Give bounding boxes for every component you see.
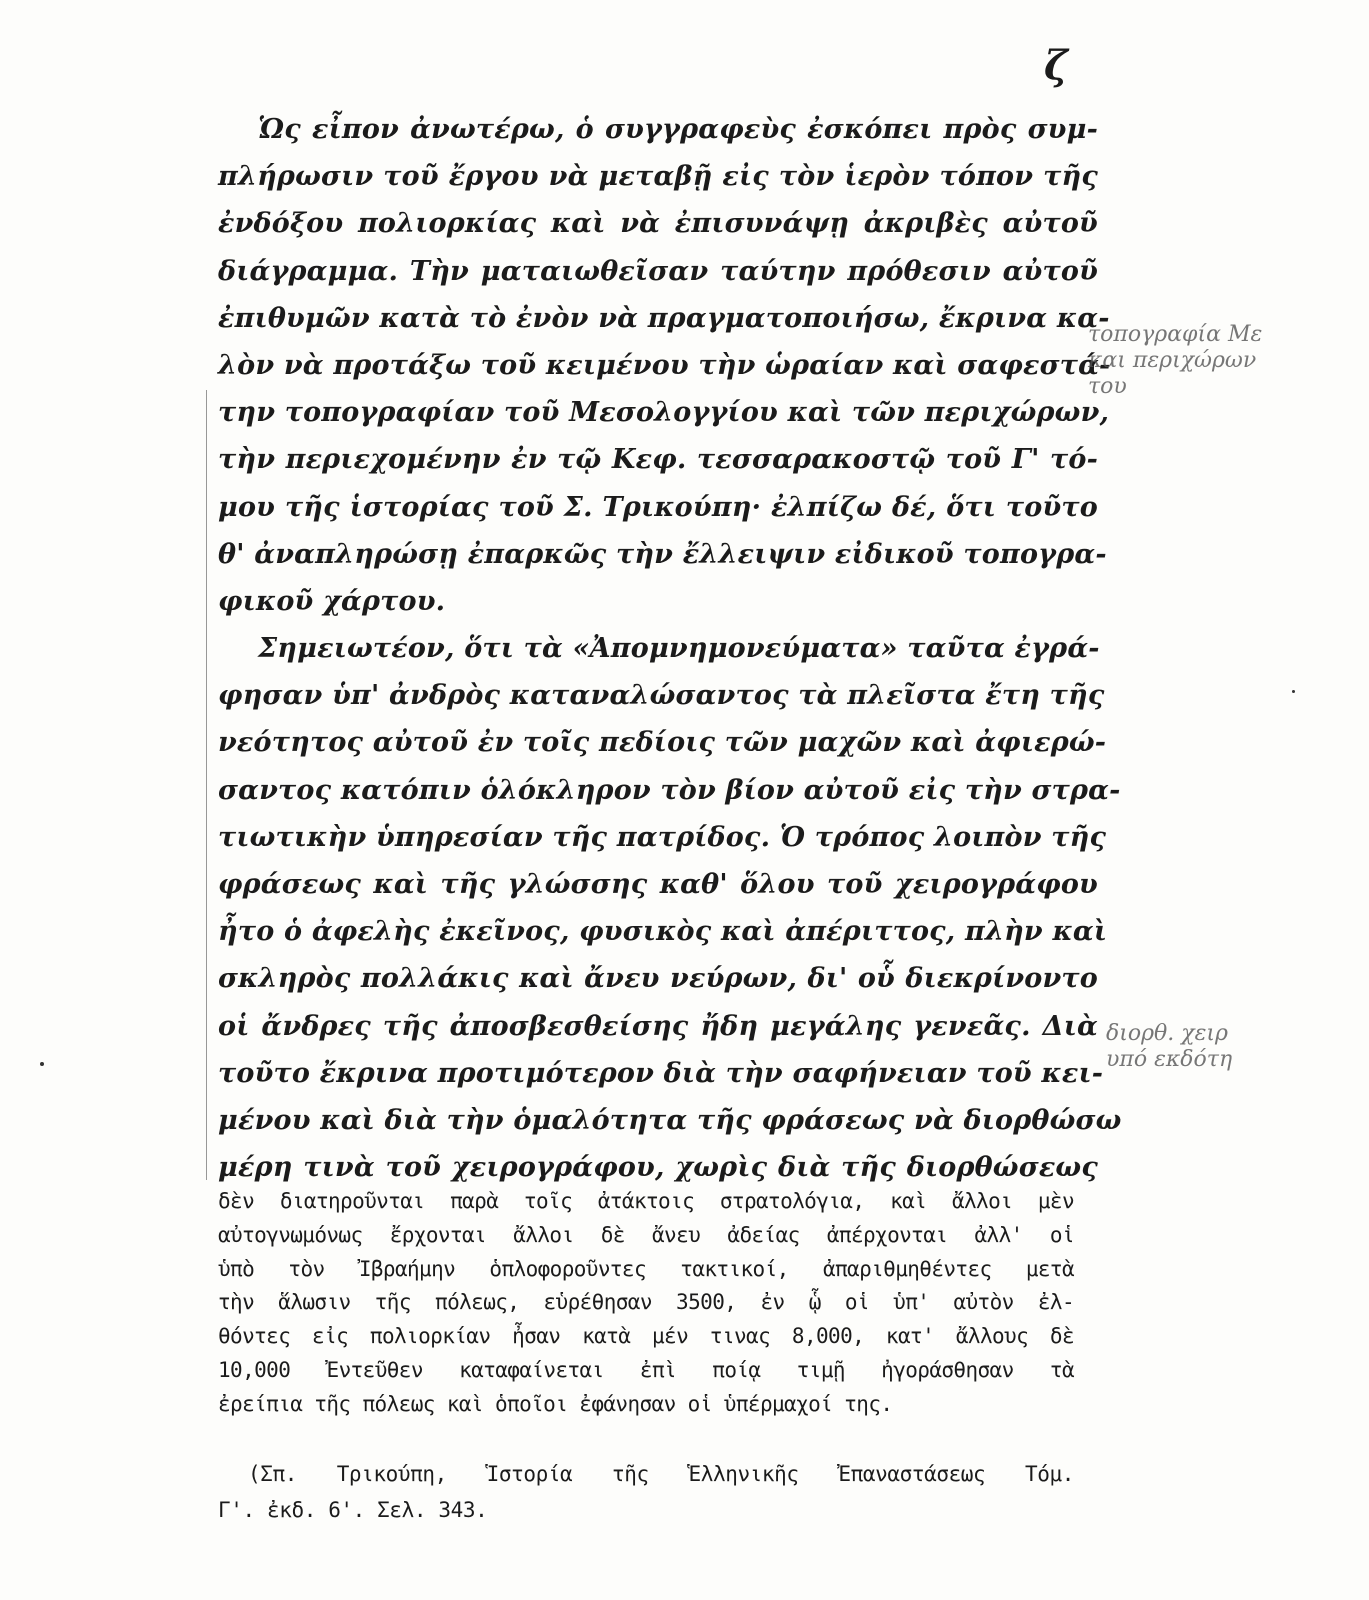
- margin-note-line: και περιχώρων: [1088, 348, 1257, 373]
- text-line: σαντος κατόπιν ὁλόκληρον τὸν βίον αὐτοῦ εἰς τὴν στρα-: [218, 774, 1121, 806]
- text-line: μέρη τινὰ τοῦ χειρογράφου, χωρὶς διὰ τῆς διορθώσεως: [218, 1152, 1098, 1184]
- citation-line: (Σπ. Τρικούπη, Ἱστορία τῆς Ἑλληνικῆς Ἐπαναστάσεως Τόμ.: [248, 1462, 1074, 1486]
- margin-note-1: [1088, 322, 1262, 400]
- text-line: τοῦτο ἔκρινα προτιμότερον διὰ τὴν σαφήνειαν τοῦ κει-: [218, 1057, 1104, 1089]
- text-line: την τοπογραφίαν τοῦ Μεσολογγίου καὶ τῶν περιχώρων,: [218, 397, 1110, 429]
- text-line: διάγραμμα. Τὴν ματαιωθεῖσαν ταύτην πρόθεσιν αὐτοῦ: [218, 255, 1098, 287]
- text-line: φησαν ὑπ' ἀνδρὸς καταναλώσαντος τὰ πλεῖστα ἔτη τῆς: [218, 680, 1105, 712]
- footnote-line: αὐτογνωμόνως ἔρχονται ἄλλοι δὲ ἄνευ ἀδείας ἀπέρχονται ἀλλ' οἱ: [218, 1222, 1074, 1247]
- footnote-line: ἐρείπια τῆς πόλεως καὶ ὁποῖοι ἐφάνησαν οἱ ὑπέρμαχοί της.: [218, 1391, 893, 1416]
- text-line: λὸν νὰ προτάξω τοῦ κειμένου τὴν ὡραίαν καὶ σαφεστά-: [218, 349, 1111, 381]
- text-line: Ὡς εἶπον ἀνωτέρω, ὁ συγγραφεὺς ἐσκόπει πρὸς συμ-: [258, 114, 1098, 145]
- text-line: πλήρωσιν τοῦ ἔργου νὰ μεταβῇ εἰς τὸν ἱερὸν τόπον τῆς: [218, 161, 1098, 193]
- margin-note-line: του: [1088, 374, 1127, 399]
- main-text: [218, 106, 1122, 1191]
- footnote: [218, 1185, 1074, 1422]
- text-line: θ' ἀναπληρώσῃ ἐπαρκῶς τὴν ἔλλειψιν εἰδικοῦ τοπογρα-: [218, 538, 1107, 570]
- footnote-line: 10,000 Ἐντεῦθεν καταφαίνεται ἐπὶ ποίᾳ τιμῇ ἠγοράσθησαν τὰ: [218, 1357, 1074, 1382]
- text-line: φράσεως καὶ τῆς γλώσσης καθ' ὅλου τοῦ χειρογράφου: [218, 869, 1098, 900]
- text-line: φικοῦ χάρτου.: [218, 585, 446, 617]
- footnote-line: ὑπὸ τὸν Ἰβραήμην ὁπλοφοροῦντες τακτικοί, ἀπαριθμηθέντες μετὰ: [218, 1256, 1074, 1281]
- text-line: Σημειωτέον, ὅτι τὰ «Ἀπομνημονεύματα» ταῦτα ἐγρά-: [258, 633, 1100, 665]
- text-line: ἐπιθυμῶν κατὰ τὸ ἐνὸν νὰ πραγματοποιήσω, ἔκρινα κα-: [218, 302, 1110, 334]
- margin-note-line: διορθ. χειρ: [1106, 1021, 1228, 1046]
- margin-note-line: τοπογραφία Με: [1088, 322, 1263, 347]
- margin-rule: [206, 390, 207, 1180]
- ink-speck: [40, 1062, 44, 1066]
- margin-note-2: [1106, 1021, 1232, 1073]
- text-line: τὴν περιεχομένην ἐν τῷ Κεφ. τεσσαρακοστῷ τοῦ Γ' τό-: [218, 444, 1098, 476]
- footnote-line: τὴν ἅλωσιν τῆς πόλεως, εὑρέθησαν 3500, ἐν ᾧ οἱ ὑπ' αὐτὸν ἐλ-: [218, 1290, 1074, 1315]
- text-line: μένου καὶ διὰ τὴν ὁμαλότητα τῆς φράσεως νὰ διορθώσω: [218, 1104, 1122, 1136]
- ink-speck: [1292, 690, 1295, 693]
- margin-note-line: υπό εκδότη: [1106, 1047, 1233, 1072]
- citation: [218, 1456, 1074, 1528]
- footnote-line: δὲν διατηροῦνται παρὰ τοῖς ἀτάκτοις στρατολόγια, καὶ ἄλλοι μὲν: [218, 1189, 1074, 1213]
- text-line: νεότητος αὐτοῦ ἐν τοῖς πεδίοις τῶν μαχῶν καὶ ἀφιερώ-: [218, 727, 1107, 759]
- page-number: ζ: [1044, 42, 1068, 89]
- footnote-line: θόντες εἰς πολιορκίαν ἦσαν κατὰ μέν τινας 8,000, κατ' ἄλλους δὲ: [218, 1324, 1074, 1349]
- text-line: μου τῆς ἱστορίας τοῦ Σ. Τρικούπη· ἐλπίζω δέ, ὅτι τοῦτο: [218, 491, 1098, 523]
- text-line: οἱ ἄνδρες τῆς ἀποσβεσθείσης ἤδη μεγάλης γενεᾶς. Διὰ: [218, 1010, 1098, 1042]
- text-line: ἐνδόξου πολιορκίας καὶ νὰ ἐπισυνάψῃ ἀκριβὲς αὐτοῦ: [218, 208, 1098, 240]
- text-line: ἦτο ὁ ἀφελὴς ἐκεῖνος, φυσικὸς καὶ ἀπέριττος, πλὴν καὶ: [218, 916, 1108, 948]
- text-line: σκληρὸς πολλάκις καὶ ἄνευ νεύρων, δι' οὗ διεκρίνοντο: [218, 963, 1098, 995]
- text-line: τιωτικὴν ὑπηρεσίαν τῆς πατρίδος. Ὁ τρόπος λοιπὸν τῆς: [218, 821, 1107, 853]
- citation-line: Γ'. ἐκδ. 6'. Σελ. 343.: [218, 1498, 488, 1522]
